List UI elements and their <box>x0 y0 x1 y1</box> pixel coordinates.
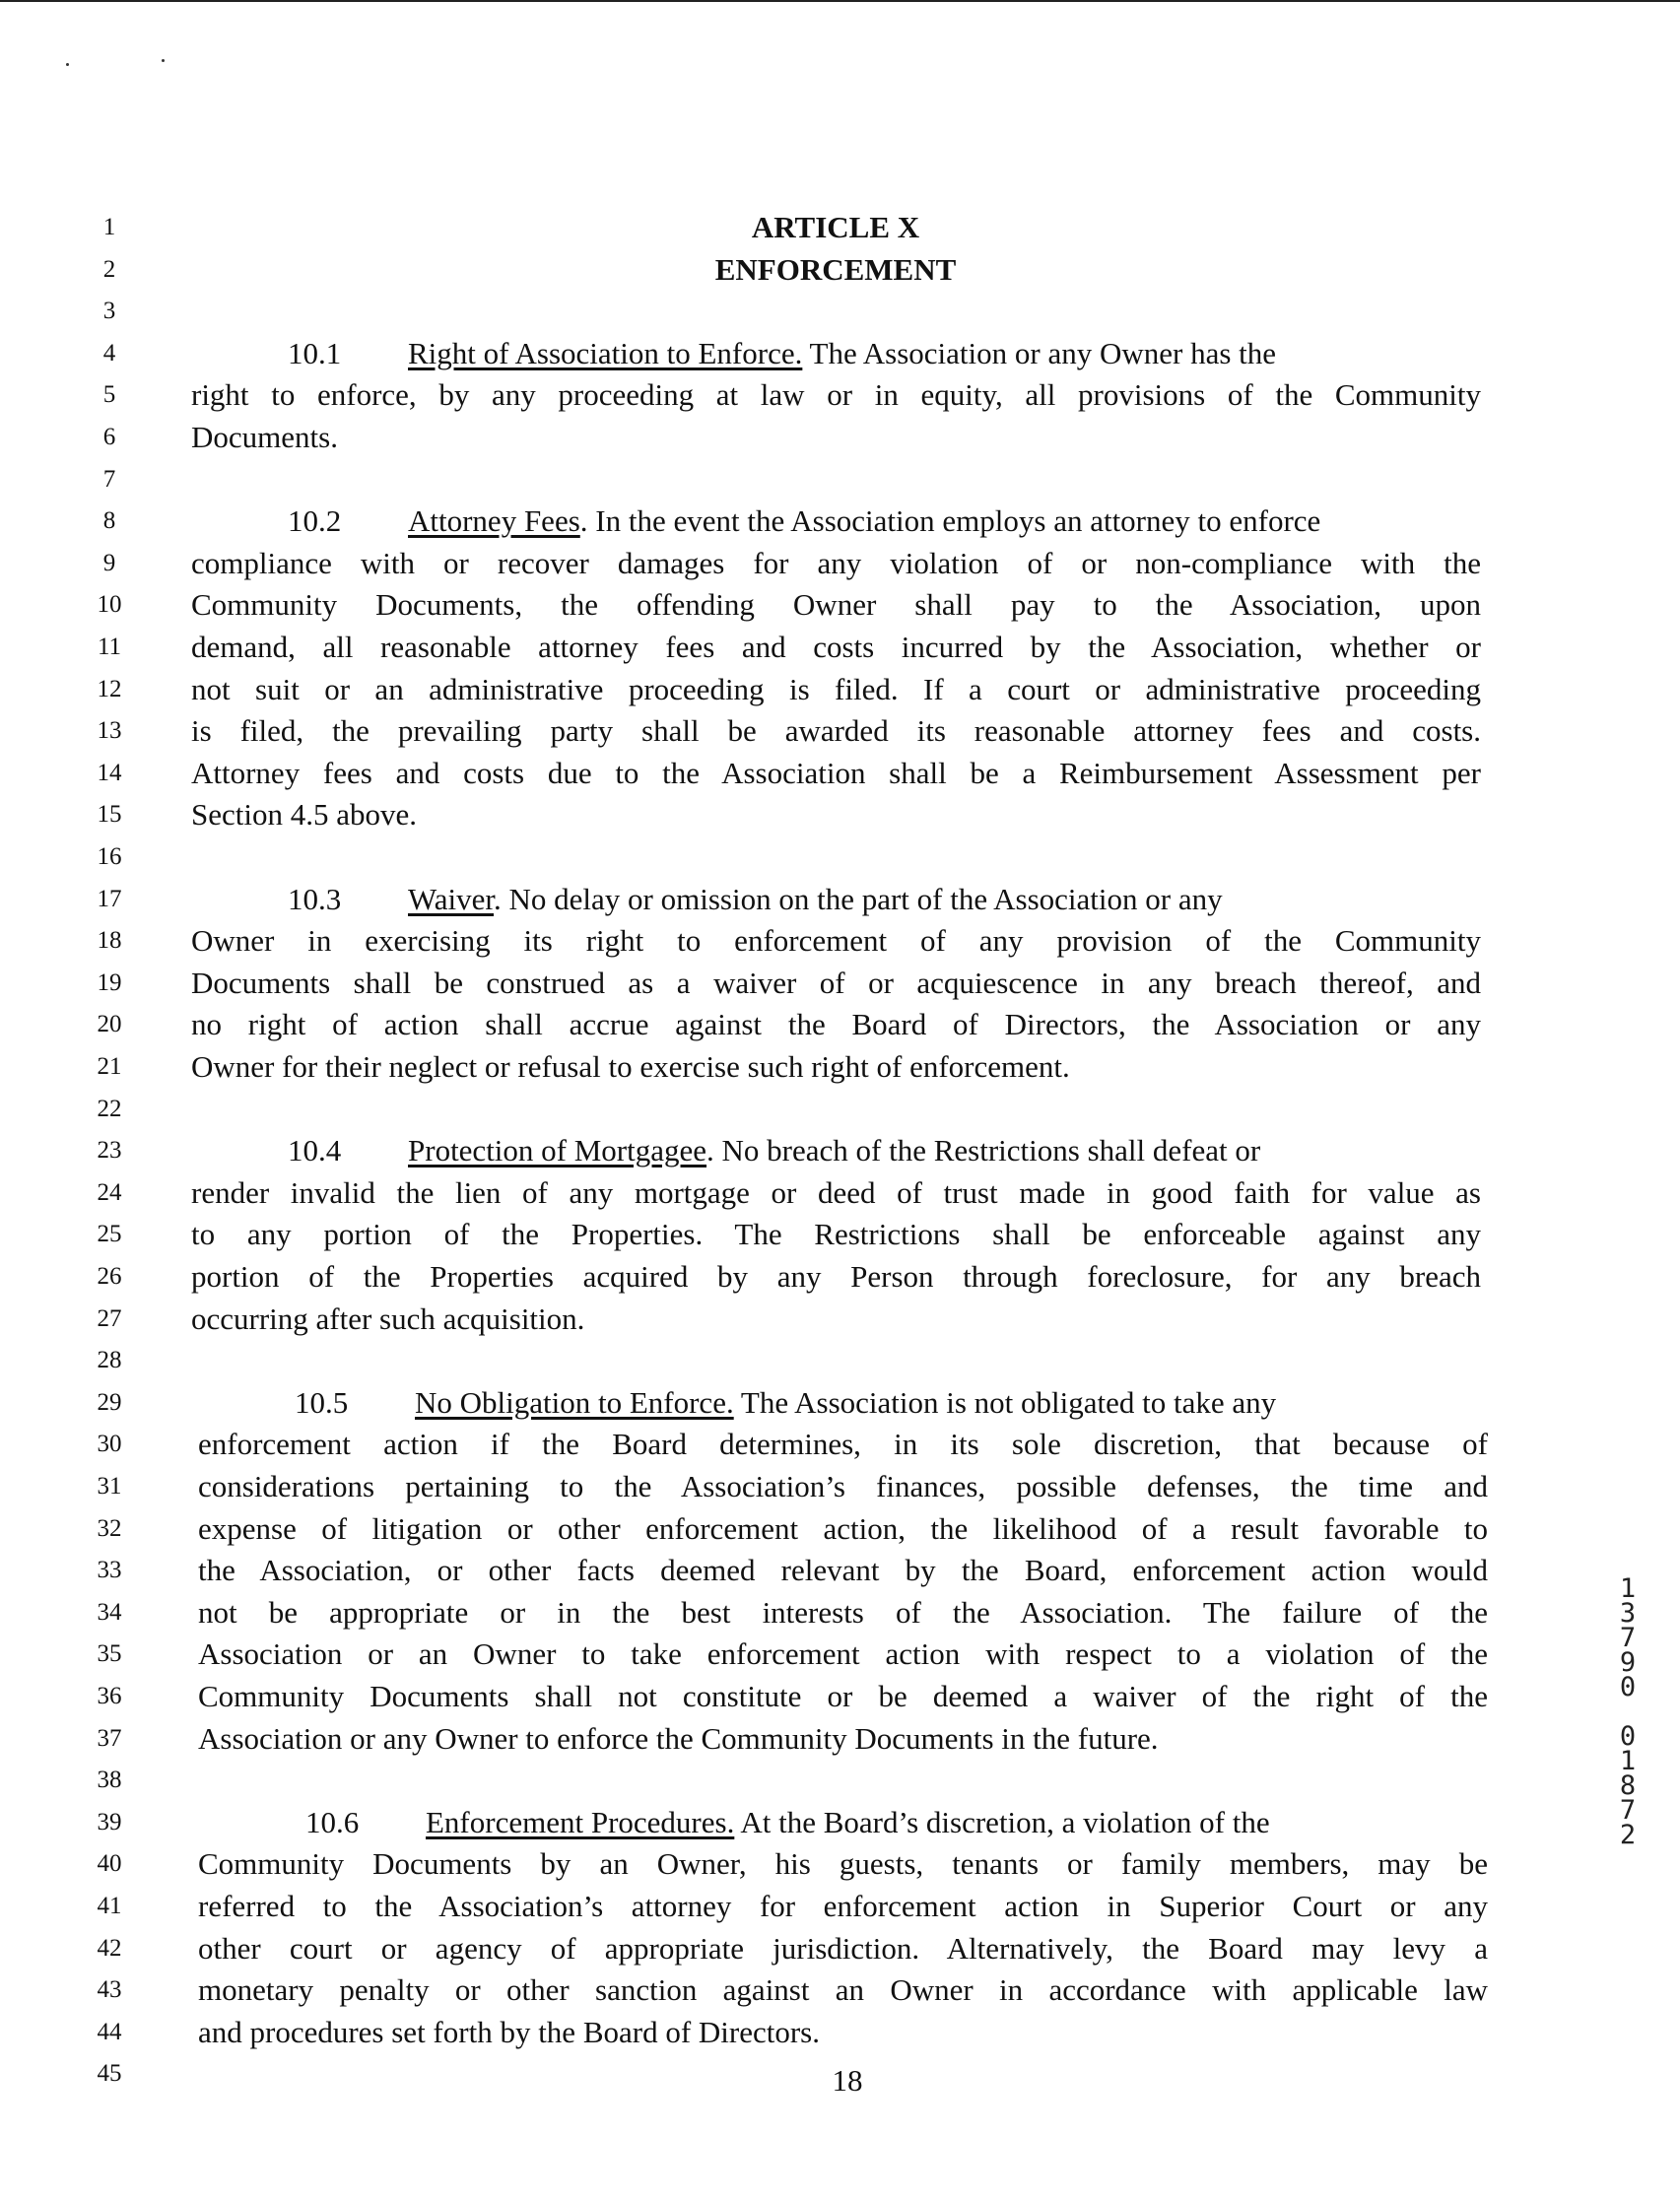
line-number: 26 <box>97 1263 122 1290</box>
line-number: 4 <box>102 339 116 367</box>
section-text: The Association is not obligated to take any <box>733 1384 1277 1420</box>
line-number: 9 <box>102 549 116 576</box>
stamp-digit: 8 <box>1619 1770 1637 1801</box>
section-text: At the Board’s discretion, a violation of the <box>734 1804 1270 1839</box>
line-number: 42 <box>97 1934 122 1962</box>
stamp-digit: 2 <box>1619 1820 1637 1850</box>
stamp-digit: 0 <box>1619 1672 1637 1702</box>
section-line: Association or any Owner to enforce the Community Documents in the future. <box>198 1720 1159 1756</box>
line-number: 32 <box>97 1514 122 1542</box>
line-number: 33 <box>97 1557 122 1584</box>
section-line: Section 4.5 above. <box>191 797 418 833</box>
line-number: 10 <box>97 591 122 619</box>
line-number: 16 <box>97 843 122 870</box>
section-line: Community Documents shall not constitute or be deemed a waiver of the right of the <box>198 1679 1488 1713</box>
section-line: not suit or an administrative proceeding is filed. If a court or administrative proceeding <box>191 671 1481 706</box>
line-number: 15 <box>97 801 122 829</box>
line-number: 22 <box>97 1095 122 1122</box>
section-line: expense of litigation or other enforcement action, the likelihood of a result favorable to <box>198 1510 1488 1546</box>
line-number: 1 <box>102 214 116 240</box>
line-number: 8 <box>102 507 116 535</box>
section-line: Owner for their neglect or refusal to exercise such right of enforcement. <box>191 1049 1070 1084</box>
line-number: 7 <box>102 465 116 493</box>
line-number: 6 <box>102 424 116 450</box>
line-number: 35 <box>97 1640 122 1668</box>
section-line: and procedures set forth by the Board of Directors. <box>198 2014 820 2049</box>
section-line: referred to the Association’s attorney for enforcement action in Superior Court or any <box>198 1889 1488 1923</box>
section-number: 10.3 <box>288 881 342 916</box>
section-first-line <box>198 1802 1488 1843</box>
line-number: 19 <box>97 968 122 996</box>
line-number: 11 <box>97 634 122 660</box>
line-number: 40 <box>97 1850 122 1878</box>
stamp-digit: 9 <box>1619 1647 1637 1678</box>
line-number: 31 <box>97 1473 122 1500</box>
section-title: Protection of Mortgagee <box>408 1133 707 1168</box>
page-number: 18 <box>832 2063 863 2098</box>
section-line: Owner in exercising its right to enforcement of any provision of the Community <box>191 923 1481 959</box>
line-number: 14 <box>97 759 122 786</box>
section-line: occurring after such acquisition. <box>191 1301 585 1336</box>
page-top-edge <box>0 0 1680 2</box>
side-stamp-number <box>1616 1573 1640 1850</box>
line-number: 13 <box>97 717 122 745</box>
line-number: 44 <box>97 2018 122 2045</box>
section-first-line <box>191 500 1481 542</box>
section-line: to any portion of the Properties. The Restrictions shall be enforceable against any <box>191 1217 1481 1252</box>
section-line: demand, all reasonable attorney fees and costs incurred by the Association, whether or <box>191 630 1481 664</box>
section-first-line <box>198 1382 1488 1424</box>
section-title: Right of Association to Enforce. <box>408 335 803 370</box>
section-title: No Obligation to Enforce. <box>415 1384 734 1420</box>
line-number: 37 <box>97 1724 122 1752</box>
stamp-digit: 7 <box>1619 1795 1637 1826</box>
section-line: the Association, or other facts deemed relevant by the Board, enforcement action would <box>198 1553 1488 1588</box>
section-text: . No breach of the Restrictions shall defeat or <box>706 1133 1261 1168</box>
section-title: Attorney Fees <box>408 503 580 539</box>
section-number: 10.6 <box>305 1804 360 1839</box>
section-text: The Association or any Owner has the <box>802 335 1277 370</box>
line-number: 24 <box>97 1178 122 1206</box>
section-line: Documents. <box>191 420 338 454</box>
section-line: considerations pertaining to the Association’s finances, possible defenses, the time and <box>198 1469 1488 1503</box>
section-first-line <box>191 1130 1481 1171</box>
section-number: 10.1 <box>288 335 342 370</box>
article-title: ENFORCEMENT <box>714 251 957 287</box>
section-first-line <box>191 333 1481 374</box>
stamp-digit: 7 <box>1619 1623 1637 1653</box>
line-number: 29 <box>97 1388 122 1416</box>
line-number: 36 <box>97 1683 122 1709</box>
line-number: 5 <box>102 381 116 409</box>
line-number: 3 <box>102 298 116 325</box>
line-number: 20 <box>97 1011 122 1038</box>
section-line: Attorney fees and costs due to the Association shall be a Reimbursement Assessment per <box>191 755 1481 790</box>
line-number: 12 <box>97 675 122 702</box>
line-number: 25 <box>97 1221 122 1248</box>
line-number: 2 <box>102 255 116 283</box>
line-number: 41 <box>97 1893 122 1919</box>
section-line: no right of action shall accrue against the Board of Directors, the Association or any <box>191 1007 1481 1042</box>
section-line: not be appropriate or in the best interests of the Association. The failure of the <box>198 1594 1488 1630</box>
article-heading: ARTICLE X <box>751 210 920 244</box>
line-number: 23 <box>97 1137 122 1165</box>
section-text: . No delay or omission on the part of the Association or any <box>494 881 1223 916</box>
line-number: 30 <box>97 1431 122 1458</box>
section-title: Waiver <box>408 881 495 916</box>
line-number: 39 <box>97 1808 122 1835</box>
section-line: render invalid the lien of any mortgage or deed of trust made in good faith for value as <box>191 1174 1481 1210</box>
section-number: 10.5 <box>295 1384 349 1420</box>
stamp-digit: 1 <box>1619 1573 1637 1604</box>
section-line: Association or an Owner to take enforcement action with respect to a violation of the <box>198 1636 1488 1672</box>
section-line: Community Documents, the offending Owner shall pay to the Association, upon <box>191 587 1481 623</box>
line-number: 45 <box>97 2060 122 2088</box>
stamp-digit: 3 <box>1619 1598 1637 1629</box>
stamp-digit: 1 <box>1619 1746 1637 1776</box>
section-line: monetary penalty or other sanction against an Owner in accordance with applicable law <box>198 1972 1488 2008</box>
section-title: Enforcement Procedures. <box>426 1804 735 1839</box>
scan-speck <box>162 59 165 62</box>
line-number: 21 <box>97 1053 122 1080</box>
scan-speck <box>66 63 69 66</box>
section-line: other court or agency of appropriate jurisdiction. Alternatively, the Board may levy a <box>198 1930 1488 1966</box>
line-number: 18 <box>97 927 122 955</box>
line-number: 34 <box>97 1598 122 1626</box>
line-number: 43 <box>97 1976 122 2004</box>
line-number: 28 <box>97 1347 122 1374</box>
section-line: Community Documents by an Owner, his guests, tenants or family members, may be <box>198 1846 1488 1882</box>
section-number: 10.2 <box>288 503 342 539</box>
line-number: 17 <box>97 885 122 912</box>
section-text: . In the event the Association employs an attorney to enforce <box>579 503 1321 539</box>
stamp-digit: 0 <box>1619 1721 1637 1752</box>
section-line: portion of the Properties acquired by any Person through foreclosure, for any breach <box>191 1259 1481 1294</box>
section-line: right to enforce, by any proceeding at law or in equity, all provisions of the Community <box>191 377 1481 413</box>
section-first-line <box>191 879 1481 920</box>
line-number: 27 <box>97 1304 122 1332</box>
section-line: is filed, the prevailing party shall be awarded its reasonable attorney fees and costs. <box>191 713 1481 749</box>
section-line: Documents shall be construed as a waiver of or acquiescence in any breach thereof, and <box>191 965 1481 1000</box>
section-number: 10.4 <box>288 1133 342 1168</box>
section-line: compliance with or recover damages for any violation of or non-compliance with the <box>191 545 1481 580</box>
section-line: enforcement action if the Board determines, in its sole discretion, that because of <box>198 1427 1488 1462</box>
line-number: 38 <box>97 1767 122 1794</box>
